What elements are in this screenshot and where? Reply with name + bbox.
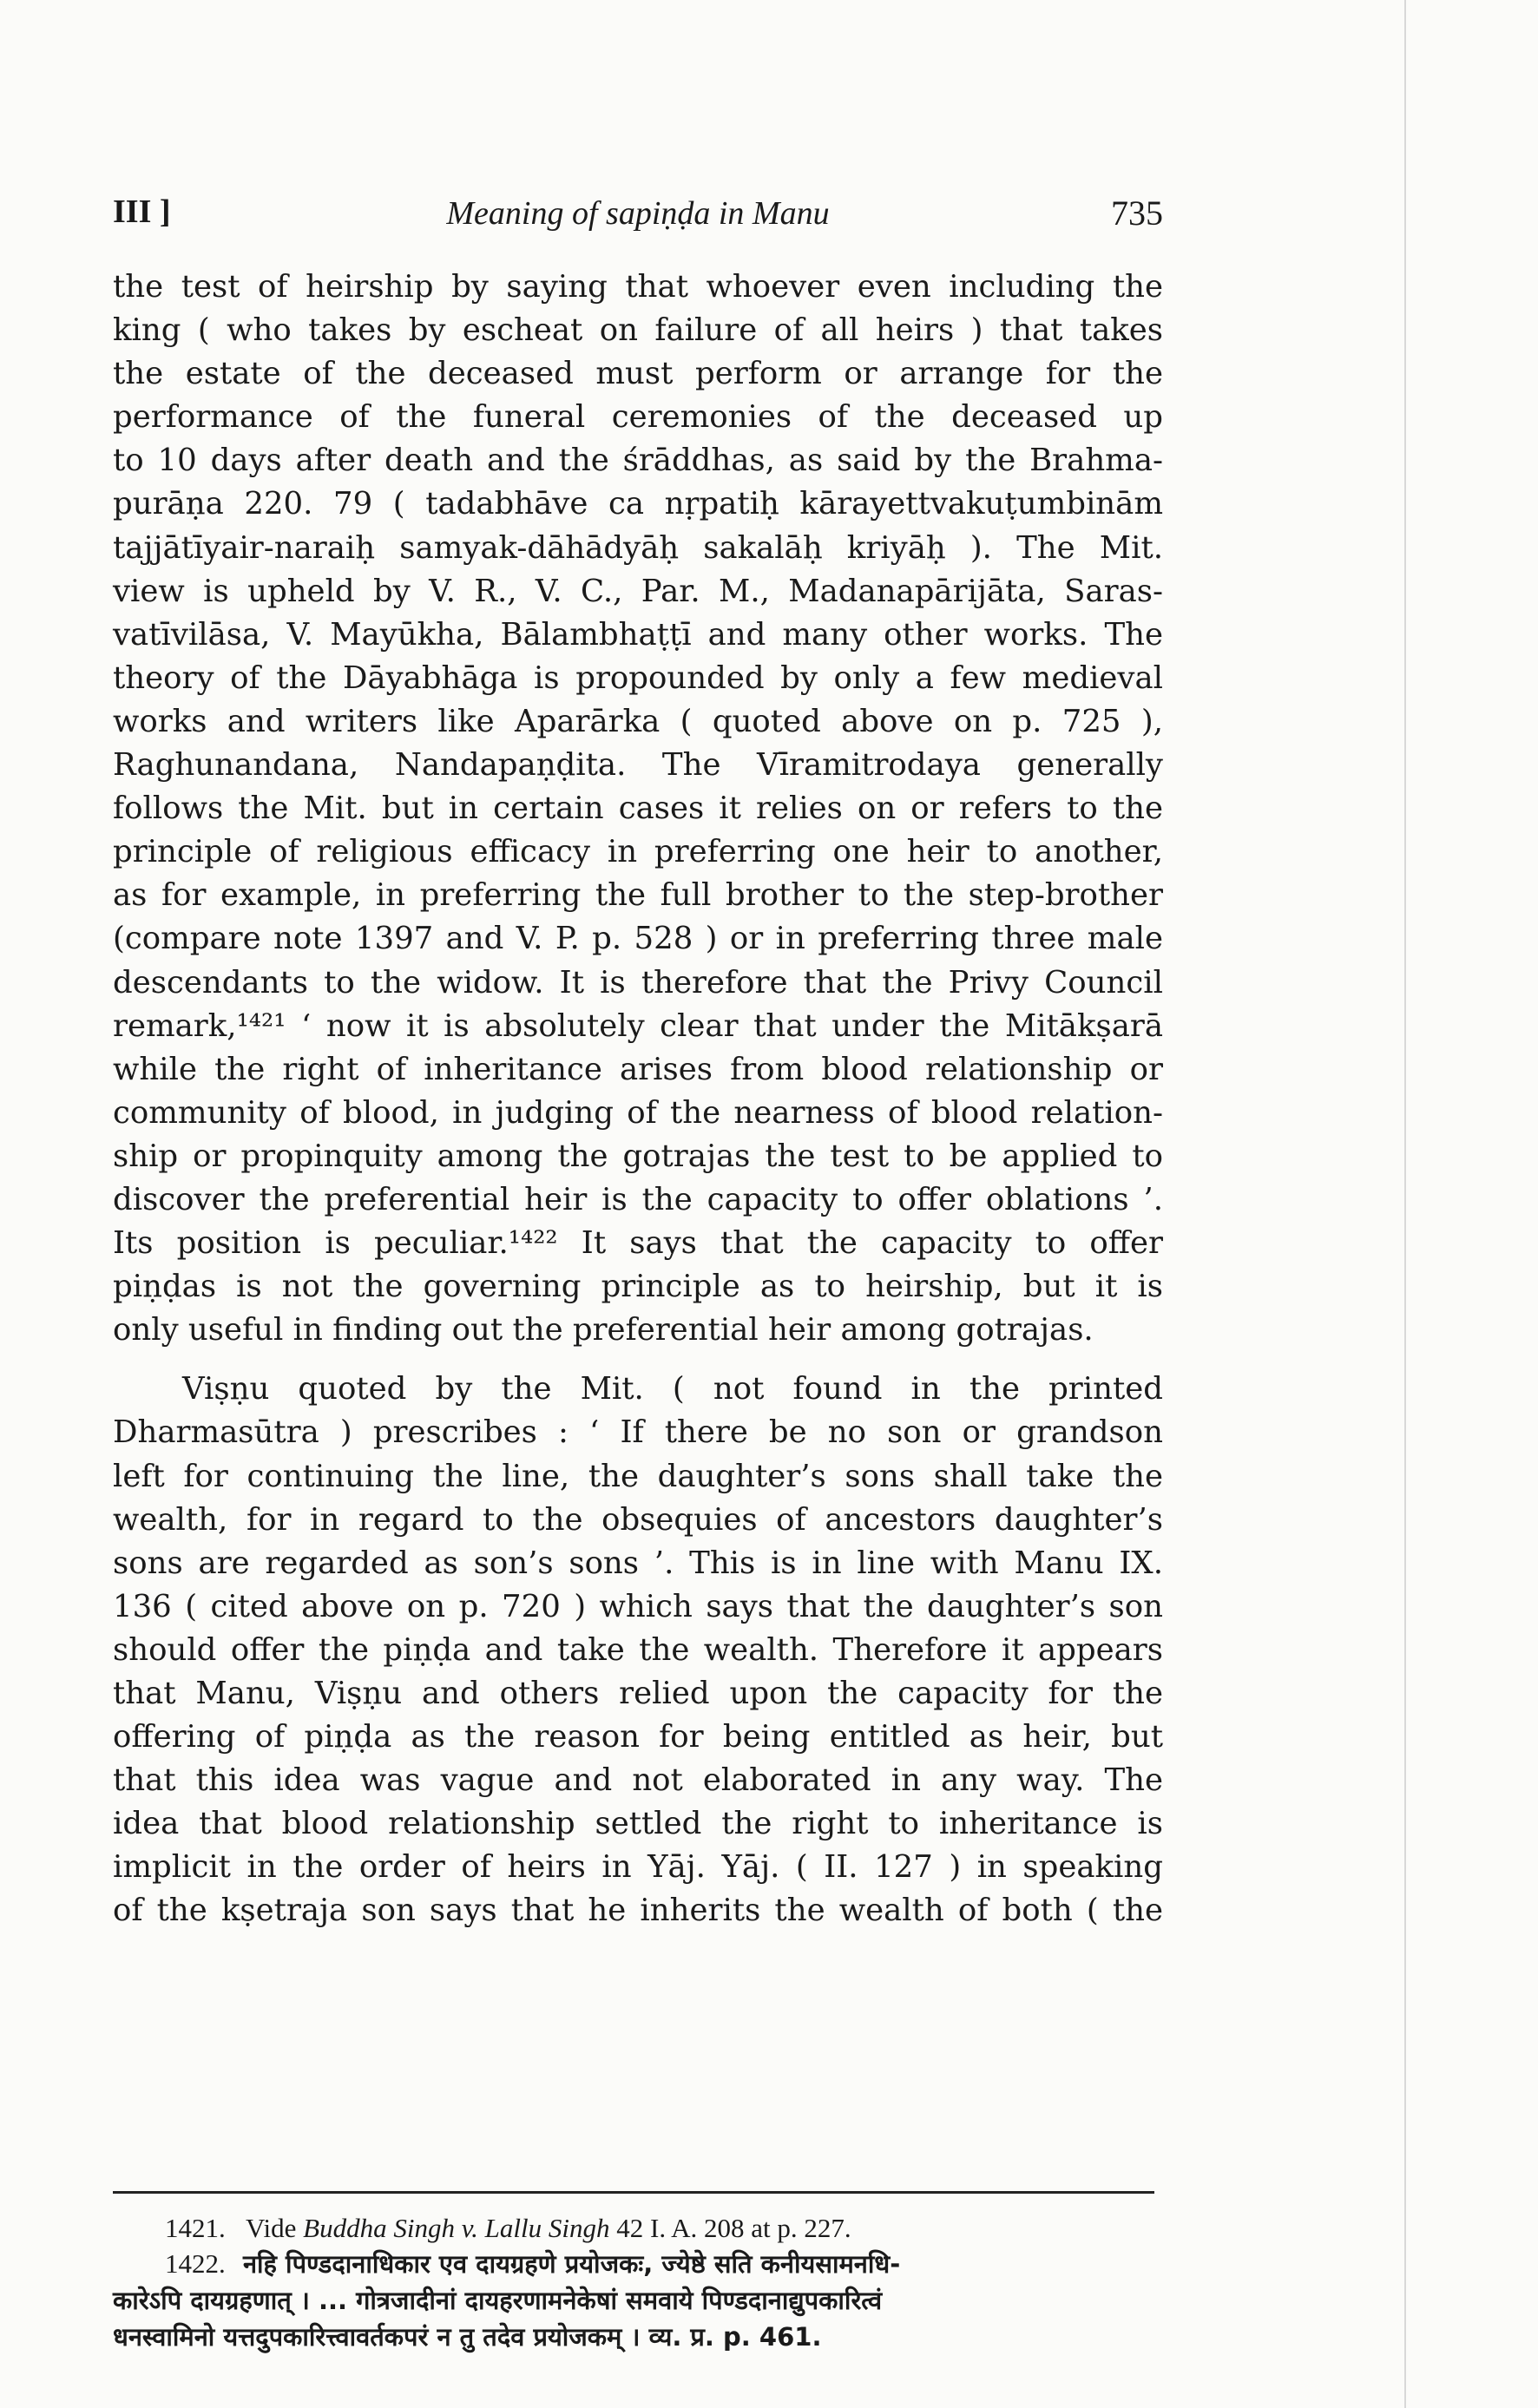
paragraph-1	[113, 266, 1163, 1352]
text-line: implicit in the order of heirs in Yāj. Yāj. ( II. 127 ) in speaking	[113, 1849, 1163, 1886]
chapter-marker: III ]	[113, 194, 171, 230]
text-line: purāṇa 220. 79 ( tadabhāve ca nṛpatiḥ kārayettvakuṭumbinām	[113, 486, 1163, 522]
text-line: that Manu, Viṣṇu and others relied upon the capacity for the	[113, 1676, 1163, 1711]
text-line: Viṣṇu quoted by the Mit. ( not found in the printed	[182, 1371, 1163, 1407]
text-line: wealth, for in regard to the obsequies of ancestors daughter’s	[113, 1501, 1163, 1538]
text-line: the test of heirship by saying that whoever even including the	[113, 269, 1163, 305]
text-line: Its position is peculiar.¹⁴²² It says that the capacity to offer	[113, 1225, 1163, 1262]
text-line: community of blood, in judging of the nearness of blood relation-	[113, 1094, 1163, 1131]
text-line: should offer the piṇḍa and take the wealth. Therefore it appears	[113, 1631, 1163, 1668]
footnote-1422-line-3: धनस्वामिनो यत्तदुपकारित्त्वावर्तकपरं न तु तदेव प्रयोजकम् । व्य. प्र. p. 461.	[113, 2322, 822, 2352]
text-line: theory of the Dāyabhāga is propounded by only a few medieval	[113, 659, 1163, 696]
main-text	[113, 266, 1163, 1933]
text-line: that this idea was vague and not elaborated in any way. The	[113, 1762, 1163, 1799]
text-line: remark,¹⁴²¹ ‘ now it is absolutely clear that under the Mitākṣarā	[113, 1007, 1163, 1044]
text-line: while the right of inheritance arises from blood relationship or	[113, 1051, 1163, 1087]
footnote-rule	[113, 2191, 1154, 2194]
text-line: to 10 days after death and the śrāddhas, as said by the Brahma-	[113, 443, 1163, 479]
scan-edge-line	[1404, 0, 1406, 2408]
text-line: idea that blood relationship settled the right to inheritance is	[113, 1806, 1163, 1842]
footnote-1422-line-1	[113, 2246, 1163, 2282]
text-line: piṇḍas is not the governing principle as to heirship, but it is	[113, 1269, 1163, 1305]
text-line: performance of the funeral ceremonies of the deceased up	[113, 399, 1163, 436]
page-number: 735	[1111, 194, 1163, 233]
text-line: the estate of the deceased must perform or arrange for the	[113, 356, 1163, 392]
case-name: Buddha Singh v. Lallu Singh	[303, 2213, 610, 2243]
text-line: descendants to the widow. It is therefore that the Privy Council	[113, 964, 1163, 1001]
text-line: follows the Mit. but in certain cases it relies on or refers to the	[113, 791, 1163, 827]
text-line: left for continuing the line, the daughter’s sons shall take the	[113, 1458, 1163, 1494]
text-line: Dharmasūtra ) prescribes : ‘ If there be no son or grandson	[113, 1414, 1163, 1451]
text-line: king ( who takes by escheat on failure of all heirs ) that takes	[113, 312, 1163, 349]
text-line: 136 ( cited above on p. 720 ) which says that the daughter’s son	[113, 1588, 1163, 1624]
text-line: of the kṣetraja son says that he inherits the wealth of both ( the	[113, 1893, 1163, 1929]
text-line: view is upheld by V. R., V. C., Par. M., Madanapārijāta, Saras-	[113, 573, 1163, 609]
text-line: as for example, in preferring the full brother to the step-brother	[113, 877, 1163, 914]
text-line: offering of piṇḍa as the reason for being entitled as heir, but	[113, 1719, 1163, 1755]
text-line: works and writers like Aparārka ( quoted above on p. 725 ),	[113, 703, 1163, 739]
footnote-1422-line-2: कारेऽपि दायग्रहणात् । ... गोत्रजादीनां दायहरणामनेकेषां समवाये पिण्डदानाद्युपकारित्वं	[113, 2286, 883, 2315]
footnotes	[113, 2211, 1163, 2355]
running-header	[113, 193, 1163, 236]
text-line: sons are regarded as son’s sons ’. This is in line with Manu IX.	[113, 1545, 1163, 1581]
text-line: discover the preferential heir is the capacity to offer oblations ’.	[113, 1181, 1163, 1217]
footnote-text: Vide	[246, 2213, 297, 2243]
sanskrit-text: नहि पिण्डदानाधिकार एव दायग्रहणे प्रयोजकः, ज्येष्ठे सति कनीयसामनधि-	[242, 2249, 901, 2279]
text-line: vatīvilāsa, V. Mayūkha, Bālambhaṭṭī and many other works. The	[113, 616, 1163, 653]
text-line: tajjātīyair-naraiḥ samyak-dāhādyāḥ sakalāḥ kriyāḥ ). The Mit.	[113, 529, 1163, 566]
paragraph-2	[113, 1368, 1163, 1932]
text-line: (compare note 1397 and V. P. p. 528 ) or in preferring three male	[113, 921, 1163, 957]
text-line: only useful in finding out the preferential heir among gotrajas.	[113, 1312, 1094, 1348]
text-line: Raghunandana, Nandapaṇḍita. The Vīramitrodaya generally	[113, 747, 1163, 784]
running-title: Meaning of sapiṇḍa in Manu	[446, 195, 830, 232]
footnote-number: 1421.	[165, 2213, 226, 2243]
footnote-number: 1422.	[165, 2248, 226, 2279]
citation: 42 I. A. 208 at p. 227.	[616, 2213, 851, 2243]
text-line: principle of religious efficacy in preferring one heir to another,	[113, 834, 1163, 870]
text-line: ship or propinquity among the gotrajas the test to be applied to	[113, 1138, 1163, 1174]
footnote-1421	[113, 2211, 1163, 2246]
